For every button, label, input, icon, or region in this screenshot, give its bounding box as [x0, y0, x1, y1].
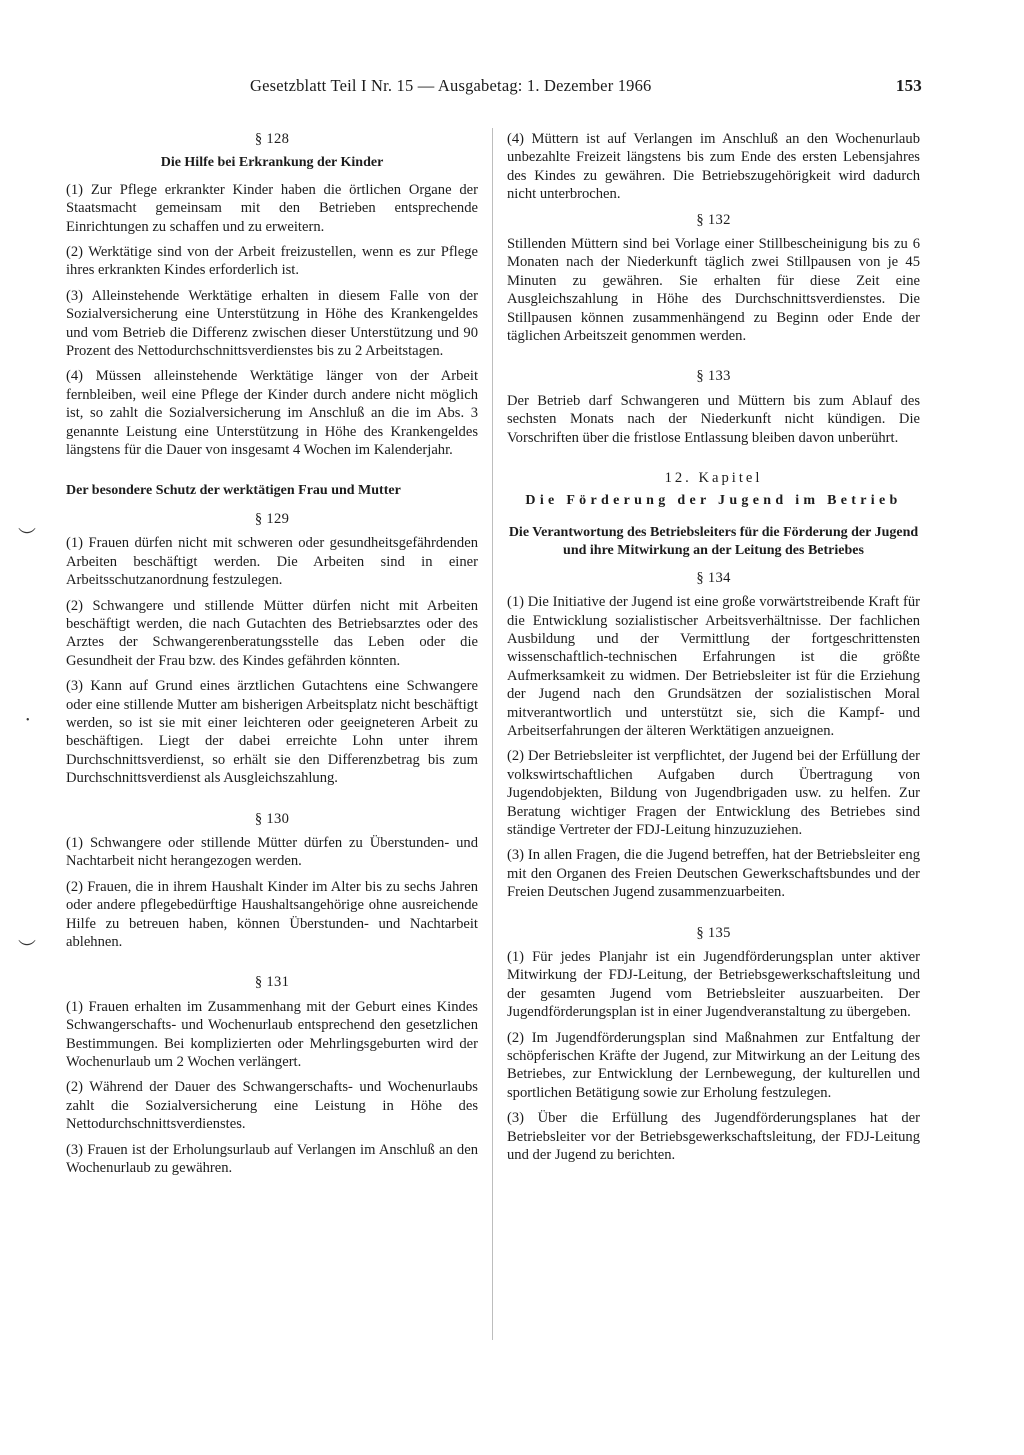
section-number: § 129: [254, 510, 290, 527]
subheading: Die Verantwortung des Betriebsleiters für die Förderung der Jugend und ihre Mitwirkung an der Leitung des Betriebes: [508, 524, 919, 559]
section-title: Die Hilfe bei Erkrankung der Kinder: [160, 155, 384, 171]
section-number: § 130: [254, 810, 290, 827]
paragraph: (3) Über die Erfüllung des Jugendförderungsplanes hat der Betriebsleiter vor der Betriebsgewerkschaftsleitung, der FDJ-Leitung und der Jugend zu berichten.: [507, 1110, 920, 1164]
section-number: § 133: [696, 368, 731, 385]
paragraph: (2) Werktätige sind von der Arbeit freizustellen, wenn es zur Pflege ihres erkrankten Kindes erforderlich ist.: [66, 244, 478, 279]
paragraph: (2) Schwangere und stillende Mütter dürfen nicht mit Arbeiten beschäftigt werden, die nach Gutachten des Betriebsarztes oder des Arztes der Schwangerenberatungsstelle das Leben oder die Gesundheit der Frau bzw. des Kindes gefährden könnten.: [66, 597, 478, 669]
chapter-label: 12. Kapitel: [664, 470, 763, 487]
section-number: § 132: [696, 211, 731, 228]
paragraph: (3) Frauen ist der Erholungsurlaub auf Verlangen im Anschluß an den Wochenurlaub zu gewähren.: [66, 1141, 478, 1177]
paragraph: (1) Schwangere oder stillende Mütter dürfen zu Überstunden- und Nachtarbeit nicht herangezogen werden.: [66, 835, 478, 870]
section-number: § 128: [254, 131, 290, 147]
right-column: [507, 130, 920, 1172]
margin-dot: •: [26, 715, 30, 726]
paragraph: (1) Die Initiative der Jugend ist eine große vorwärtstreibende Kraft für die Entwicklung sozialistischer Arbeitsverhältnisse. Der fachlichen Ausbildung und der Vermittlung der fortgeschrittensten wissenschaftlich-technischen Erfahrungen ist die größte Aufmerksamkeit zu widmen. Der Betriebsleiter ist für die Erziehung der Jugend nach den Grundsätzen der sozialistischen Moral mitverantwortlich und unterstützt sie, sich die Kampf- und Arbeitserfahrungen der älteren Werktätigen anzueignen.: [507, 594, 920, 739]
section-number: § 135: [696, 924, 731, 941]
margin-mark: ︶: [18, 527, 36, 547]
header-title: Gesetzblatt Teil I Nr. 15 — Ausgabetag: 1. Dezember 1966: [250, 76, 652, 95]
section-number: § 131: [254, 974, 290, 991]
paragraph: (3) Kann auf Grund eines ärztlichen Gutachtens eine Schwangere oder eine stillende Mutter am bisherigen Arbeitsplatz nicht beschäftigt werden, so ist sie mit einer leichteren oder geeigneteren Arbeit zu beschäftigen. Liegt der dabei erreichte Lohn unter ihrem Durchschnittsverdienst, so erhält sie den Differenzbetrag bis zum Durchschnittsverdienst als Ausgleichszahlung.: [66, 678, 478, 787]
paragraph: (1) Frauen dürfen nicht mit schweren oder gesundheitsgefährdenden Arbeiten beschäftigt werden. Die Arbeiten sind in einer Arbeitsschutzanordnung festzulegen.: [66, 535, 478, 589]
paragraph: (2) Der Betriebsleiter ist verpflichtet, der Jugend bei der Erfüllung der volkswirtschaftlichen Aufgaben durch Übertragung von Jugendobjekten, Bildung von Jugendbrigaden usw. zu helfen. Zur Beratung wichtiger Fragen der Entwicklung des Betriebes sind ständige Vertreter der FDJ-Leitung hinzuzuziehen.: [507, 748, 920, 838]
paragraph: (2) Im Jugendförderungsplan sind Maßnahmen zur Entfaltung der schöpferischen Kräfte der Jugend, zur Mitwirkung an der Leitung des Betriebes, zur Entwicklung der Lernbewegung, der kulturellen und sportlichen Betätigung sowie zur Erholung festzulegen.: [507, 1029, 920, 1101]
paragraph: (1) Frauen erhalten im Zusammenhang mit der Geburt eines Kindes Schwangerschafts- und Wochenurlaub entsprechend den gesetzlichen Bestimmungen. Bei komplizierten oder Mehrlingsgeburten wird der Wochenurlaub um 2 Wochen verlängert.: [66, 998, 478, 1071]
paragraph: Der Betrieb darf Schwangeren und Müttern bis zum Ablauf des sechsten Monats nach der Niederkunft nicht kündigen. Die Vorschriften über die fristlose Entlassung bleiben davon unberührt.: [507, 392, 920, 446]
paragraph: (3) In allen Fragen, die die Jugend betreffen, hat der Betriebsleiter eng mit den Organen des Freien Deutschen Gewerkschaftsbundes und der Freien Deutschen Jugend zusammenzuarbeiten.: [507, 847, 920, 901]
column-divider: [492, 128, 493, 1340]
paragraph: (4) Müttern ist auf Verlangen im Anschluß an den Wochenurlaub unbezahlte Freizeit längstens bis zum Ende des ersten Lebensjahres des Kindes zu gewähren. Die Betriebszugehörigkeit wird dadurch nicht unterbrochen.: [507, 131, 920, 203]
paragraph: (3) Alleinstehende Werktätige erhalten in diesem Falle von der Sozialversicherung eine Unterstützung in Höhe des Krankengeldes und vom Betrieb die Differenz zwischen dieser Unterstützung und 90 Prozent des Nettodurchschnittsverdienstes bis zu 2 Arbeitstagen.: [66, 287, 478, 360]
page-number: 153: [895, 76, 922, 95]
paragraph: (1) Zur Pflege erkrankter Kinder haben die örtlichen Organe der Staatsmacht gemeinsam mit den Betrieben entsprechende Einrichtungen zu schaffen und zu erweitern.: [66, 181, 478, 235]
margin-mark: ︶: [18, 939, 36, 959]
paragraph: (2) Frauen, die in ihrem Haushalt Kinder im Alter bis zu sechs Jahren oder andere pflegebedürftige Haushaltsangehörige ohne ausreichende Hilfe zu betreuen haben, können Überstunden- und Nachtarbeit ablehnen.: [66, 878, 478, 951]
paragraph: (4) Müssen alleinstehende Werktätige länger von der Arbeit fernbleiben, weil eine Pflege der Kinder durch andere nicht möglich ist, so zahlt die Sozialversicherung im Anschluß an die im Abs. 3 genannte Leistung eine Unterstützung in Höhe des Krankengeldes längstens für die Dauer von insgesamt 4 Wochen im Kalenderjahr.: [66, 368, 478, 459]
paragraph: (2) Während der Dauer des Schwangerschafts- und Wochenurlaubs zahlt die Sozialversicherung eine Leistung in Höhe des Nettodurchschnittsverdienstes.: [66, 1079, 478, 1133]
page-header: [250, 76, 922, 100]
paragraph: Stillenden Müttern sind bei Vorlage einer Stillbescheinigung bis zu 6 Monaten nach der Niederkunft täglich zwei Stillpausen von je 45 Minuten zu gewähren. Sie erhalten für diese Zeit eine Ausgleichszahlung in Höhe des Durchschnittsverdienstes. Die Stillpausen können zusammenhängend zu Beginn oder Ende der täglichen Arbeitszeit genommen werden.: [507, 236, 920, 345]
section-heading: Der besondere Schutz der werktätigen Frau und Mutter: [66, 482, 401, 498]
section-number: § 134: [696, 569, 731, 586]
left-column: [66, 130, 478, 1185]
paragraph: (1) Für jedes Planjahr ist ein Jugendförderungsplan unter aktiver Mitwirkung der FDJ-Leitung, der Betriebsgewerkschaftsleitung und der gesamten Jugend vom Betriebsleiter auszuarbeiten. Der Jugendförderungsplan ist in einer Jugendveranstaltung zu übergeben.: [507, 949, 920, 1021]
chapter-title: Die Förderung der Jugend im Betrieb: [525, 492, 902, 508]
